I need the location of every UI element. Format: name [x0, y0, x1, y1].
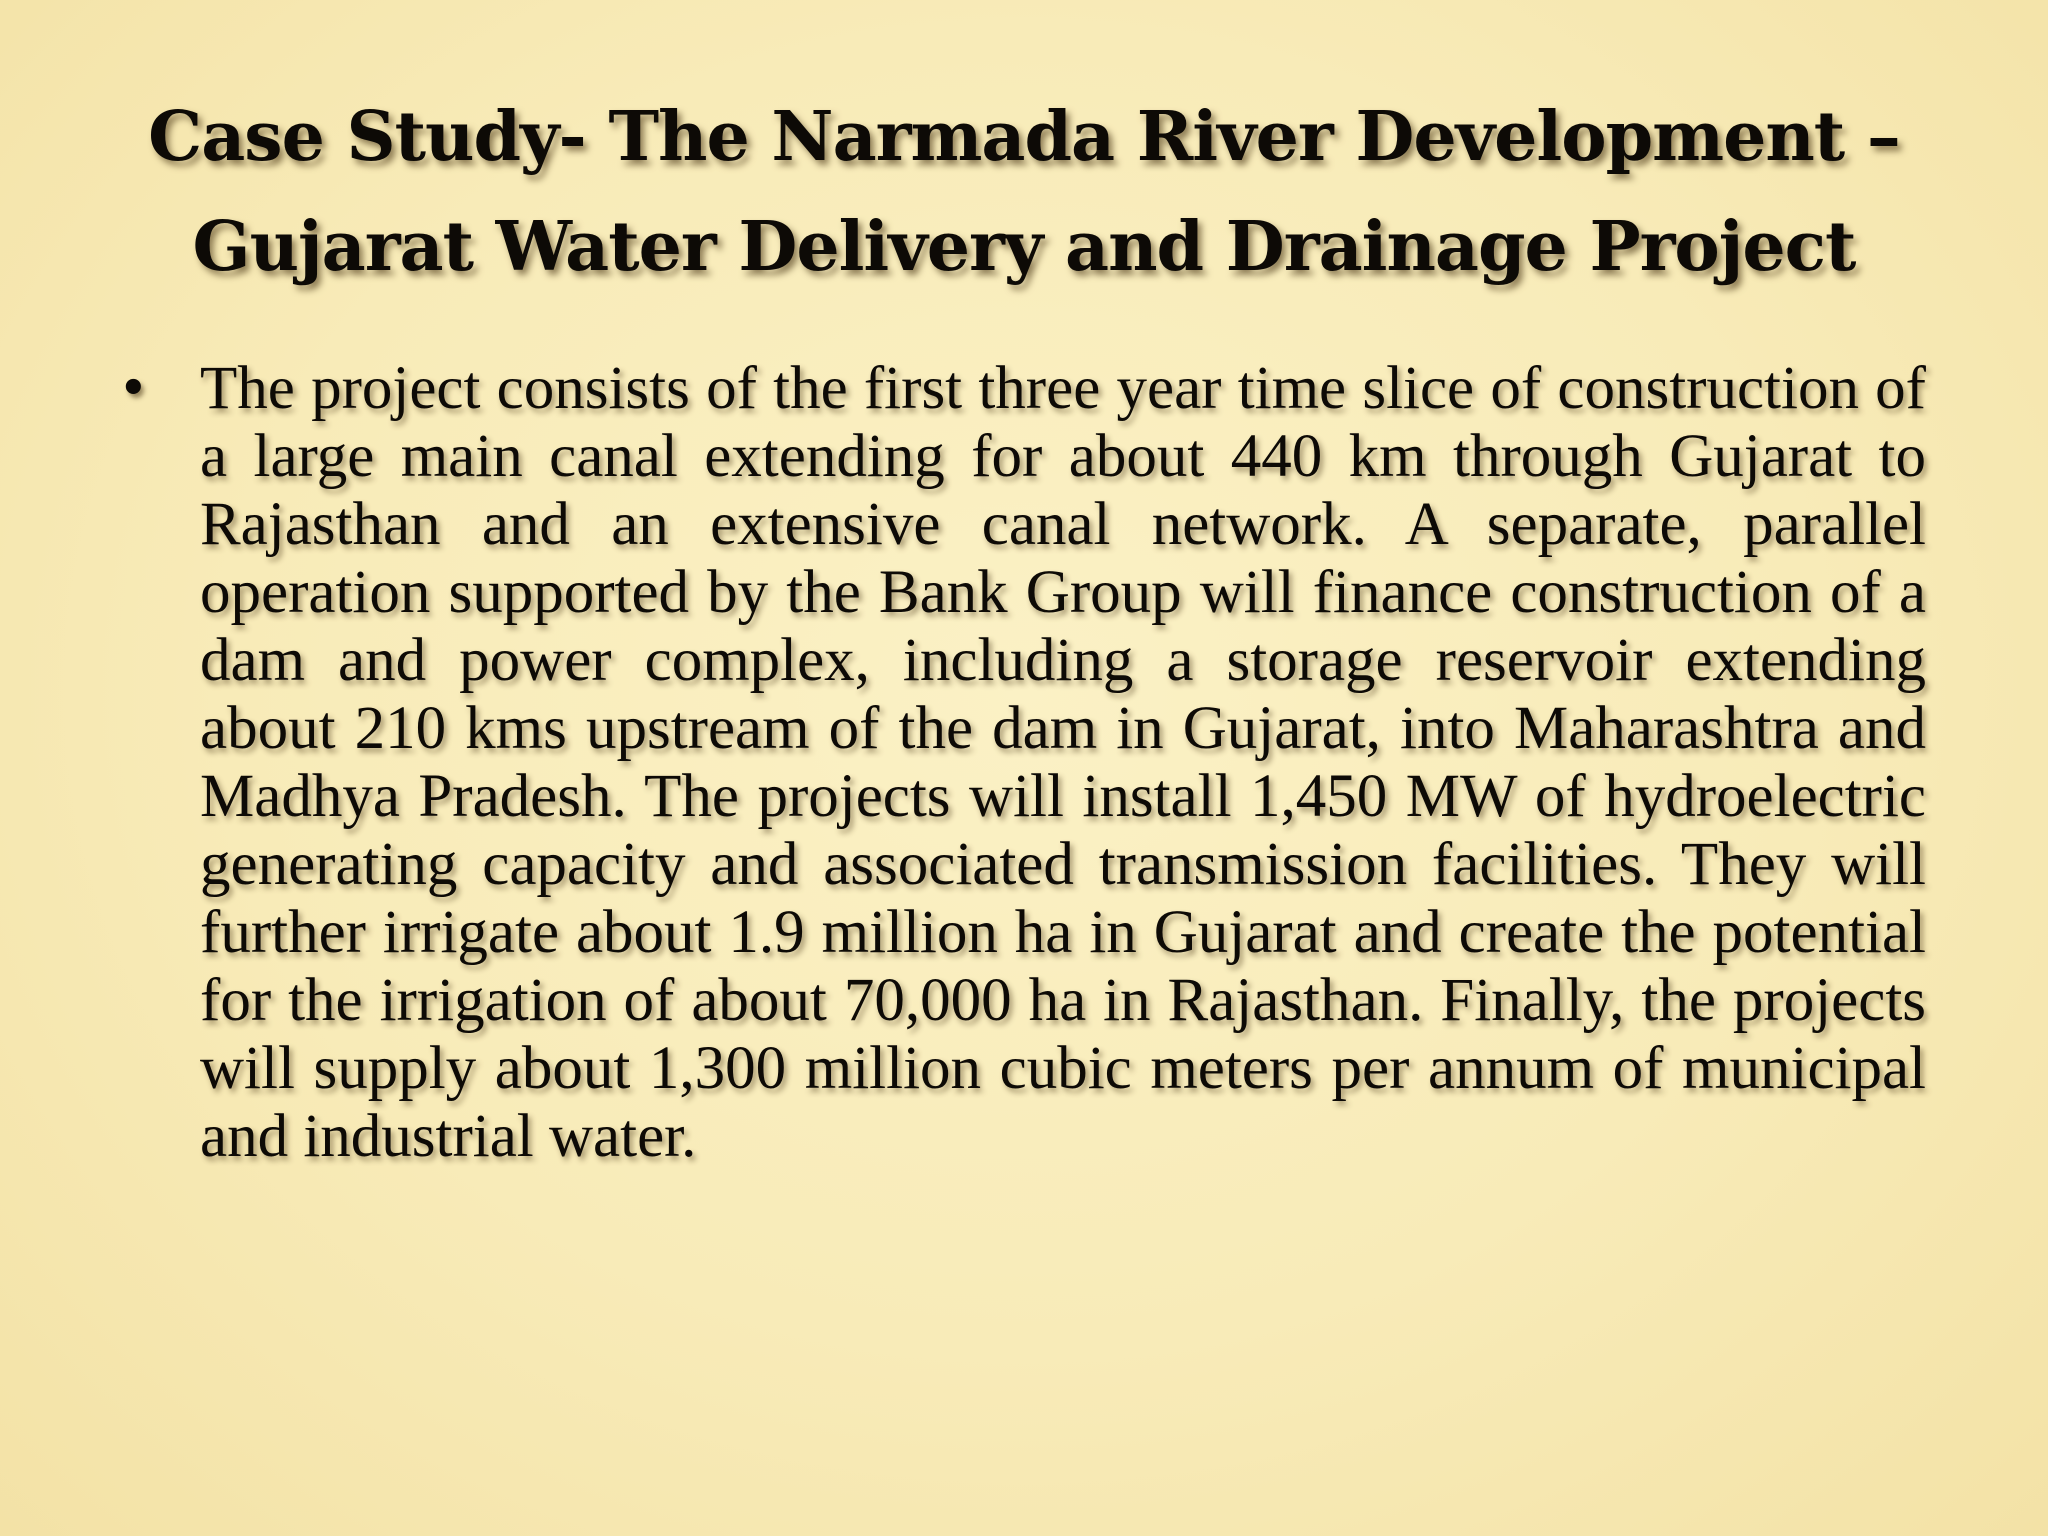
slide-title	[100, 82, 1948, 302]
bullet-list	[118, 355, 1926, 1171]
bullet-item	[118, 355, 1926, 1171]
slide-title-line-1: Case Study- The Narmada River Development –	[148, 97, 1900, 177]
slide-title-line-2: Gujarat Water Delivery and Drainage Project	[192, 207, 1856, 287]
bullet-text: The project consists of the first three year time slice of construction of a large main canal extending for about 440 km through Gujarat to Rajasthan and an extensive canal network. A separate, parallel operation supported by the Bank Group will finance construction of a dam and power complex, including a storage reservoir extending about 210 kms upstream of the dam in Gujarat, into Maharashtra and Madhya Pradesh. The projects will install 1,450 MW of hydroelectric generating capacity and associated transmission facilities. They will further irrigate about 1.9 million ha in Gujarat and create the potential for the irrigation of about 70,000 ha in Rajasthan. Finally, the projects will supply about 1,300 million cubic meters per annum of municipal and industrial water.	[200, 355, 1926, 1170]
bullet-icon: •	[118, 359, 149, 419]
